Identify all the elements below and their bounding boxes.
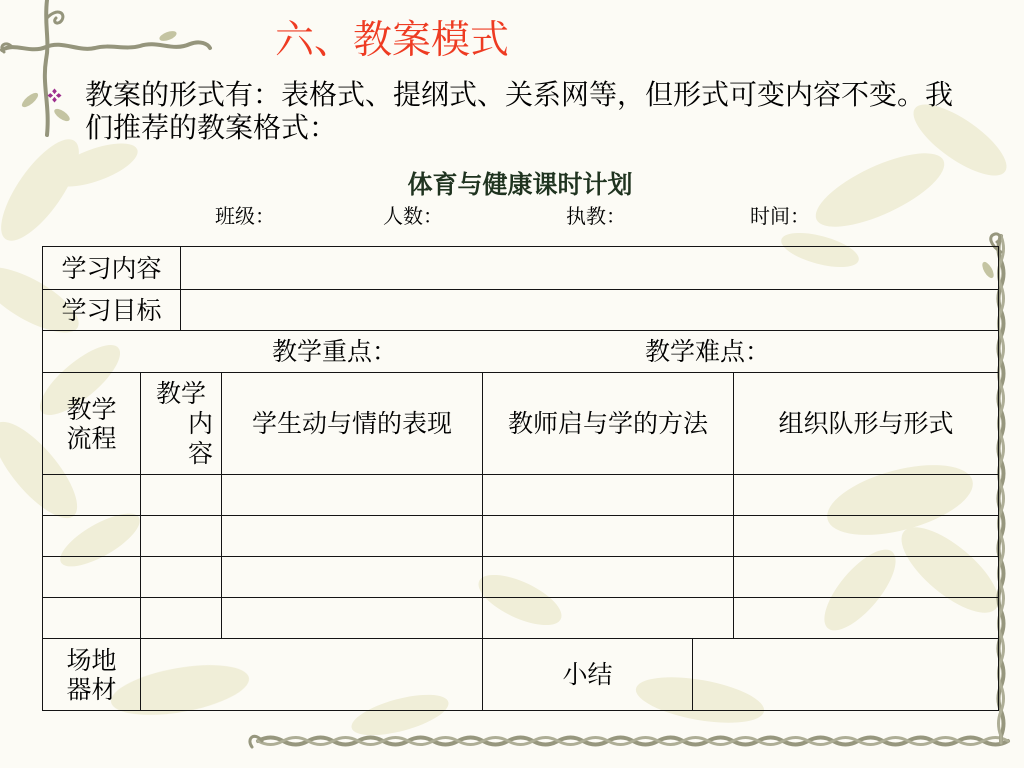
diamond-bullet-shape <box>47 88 62 103</box>
vine-bottom <box>250 736 1008 747</box>
key-points-row <box>43 331 999 373</box>
student-count-label: 人数： <box>383 204 443 228</box>
process-cell-content <box>141 598 222 639</box>
class-label: 班级： <box>215 204 275 228</box>
process-cell-formation <box>734 516 999 557</box>
key-points-label: 教学重点： <box>272 337 398 366</box>
venue-line: 器材 <box>66 674 117 704</box>
bullet-petal <box>56 93 62 98</box>
time-label: 时间： <box>750 204 810 228</box>
vine-leaf <box>20 91 40 110</box>
vine-tendril <box>2 42 210 50</box>
header-line: 内 <box>188 408 214 438</box>
learning-content-row <box>43 247 999 290</box>
learning-content-label: 学习内容 <box>43 247 181 290</box>
venue-equipment-label <box>43 639 141 711</box>
process-cell-formation <box>734 475 999 516</box>
process-cell-content <box>141 475 222 516</box>
learning-goal-value <box>181 290 999 331</box>
summary-label: 小结 <box>483 639 693 711</box>
header-formation: 组织队形与形式 <box>734 373 999 475</box>
key-points-cell <box>43 331 999 373</box>
process-cell-teacher <box>483 516 734 557</box>
process-cell-student <box>222 516 483 557</box>
process-cell-flow <box>43 598 141 639</box>
venue-summary-row <box>43 639 999 711</box>
header-line: 教学 <box>156 378 207 408</box>
faint-leaf <box>806 139 953 242</box>
process-cell-teacher <box>483 598 734 639</box>
process-row <box>43 598 999 639</box>
bullet-line-1: 教案的形式有：表格式、提纲式、关系网等，但形式可变内容不变。我 <box>85 78 954 111</box>
header-teacher-method: 教师启与学的方法 <box>483 373 734 475</box>
summary-value <box>693 639 999 711</box>
header-line: 容 <box>188 438 214 468</box>
bullet-petal <box>47 93 53 98</box>
slide-title: 六、教案模式 <box>275 18 510 63</box>
faint-leaf <box>0 128 92 252</box>
process-cell-student <box>222 598 483 639</box>
venue-equipment-value <box>141 639 483 711</box>
bullet-petal <box>52 88 57 94</box>
diamond-bullet-icon <box>47 88 62 103</box>
process-row <box>43 475 999 516</box>
process-header-row <box>43 373 999 475</box>
table-body <box>43 247 999 711</box>
process-cell-flow <box>43 557 141 598</box>
key-points-line <box>43 331 998 372</box>
process-cell-teacher <box>483 557 734 598</box>
process-cell-content <box>141 557 222 598</box>
vine-leaf <box>158 29 178 43</box>
vine-curl <box>47 12 63 23</box>
header-teaching-process <box>43 373 141 475</box>
process-cell-formation <box>734 557 999 598</box>
bullet-line-2: 们推荐的教案格式： <box>85 111 338 144</box>
process-cell-teacher <box>483 475 734 516</box>
learning-goal-row <box>43 290 999 331</box>
bullet-petal <box>52 97 57 103</box>
venue-line: 场地 <box>66 645 117 675</box>
header-line: 流程 <box>66 423 117 453</box>
process-cell-formation <box>734 598 999 639</box>
process-cell-student <box>222 557 483 598</box>
header-student-performance: 学生动与情的表现 <box>222 373 483 475</box>
process-cell-content <box>141 516 222 557</box>
learning-goal-label: 学习目标 <box>43 290 181 331</box>
learning-content-value <box>181 247 999 290</box>
process-row <box>43 516 999 557</box>
vine-leaf <box>52 107 71 124</box>
vine-leaves <box>20 29 996 280</box>
instructor-label: 执教： <box>566 204 626 228</box>
process-cell-flow <box>43 516 141 557</box>
lesson-plan-table <box>42 246 999 711</box>
vine-stem <box>45 0 48 135</box>
lesson-plan-title: 体育与健康课时计划 <box>407 170 633 199</box>
difficulties-label: 教学难点： <box>645 337 771 366</box>
process-cell-student <box>222 475 483 516</box>
header-line: 教学 <box>66 394 117 424</box>
process-row <box>43 557 999 598</box>
process-cell-flow <box>43 475 141 516</box>
header-teaching-content <box>141 373 222 475</box>
